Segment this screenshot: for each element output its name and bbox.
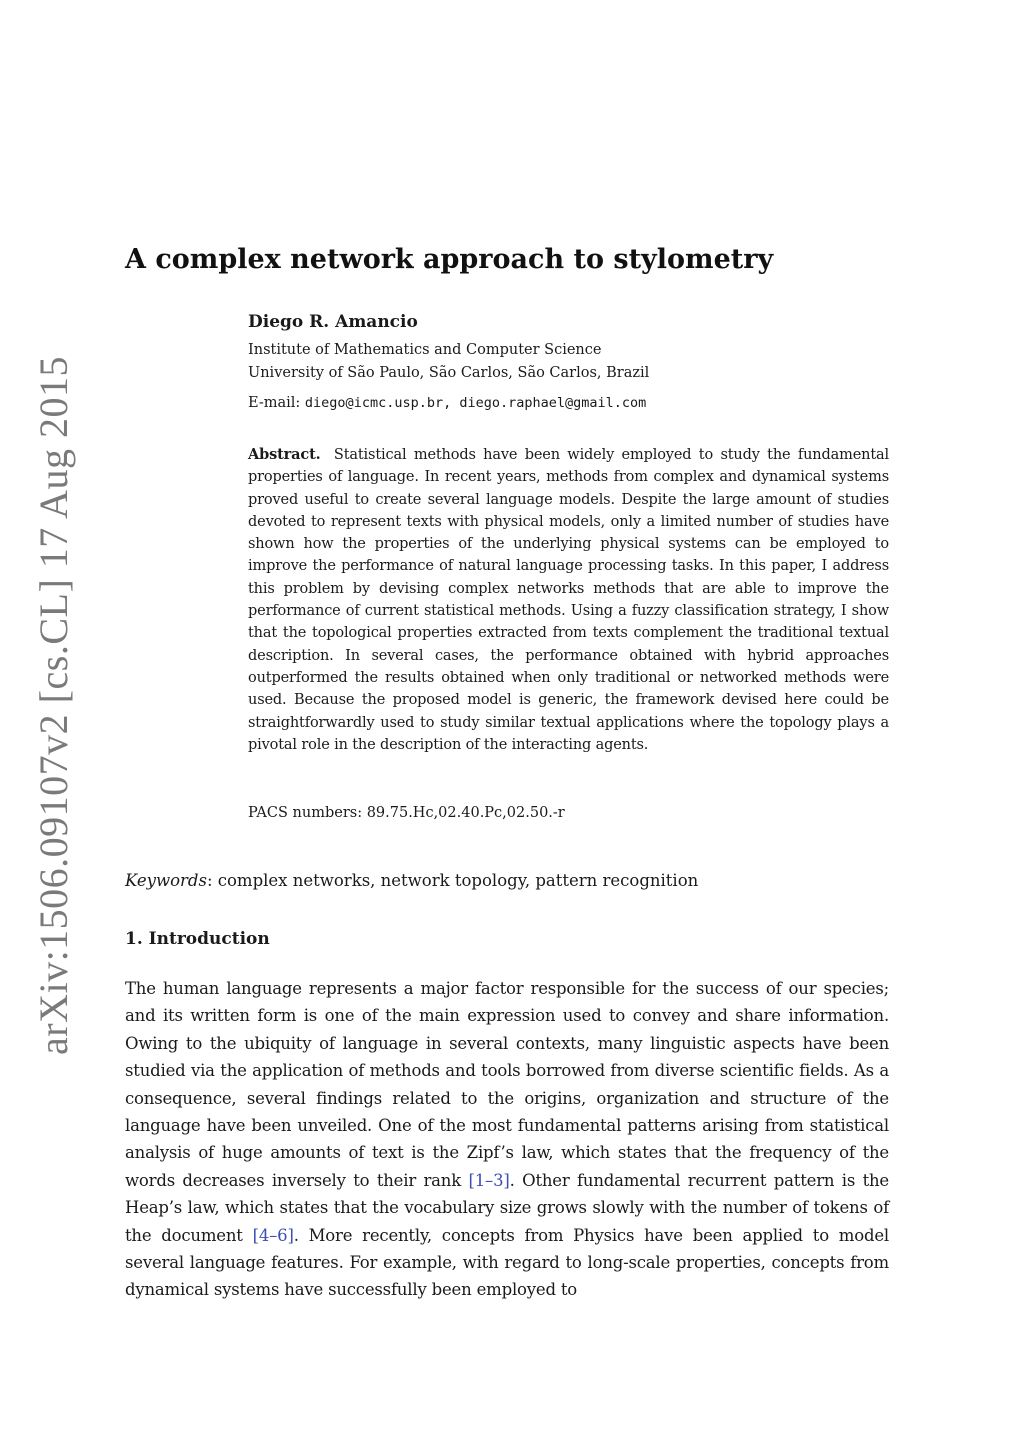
paper-title: A complex network approach to stylometry bbox=[125, 244, 774, 275]
abstract-label: Abstract. bbox=[248, 446, 321, 463]
affiliation-line-1: Institute of Mathematics and Computer Science bbox=[248, 342, 602, 358]
abstract-text: Statistical methods have been widely employed to study the fundamental properties of language. In recent years, methods from complex and dynamical systems proved useful to create several language models. Despite the large amount of studies devoted to represent texts with physical models, only a limited number of studies have shown how the properties of the underlying physical systems can be employed to improve the performance of natural language processing tasks. In this paper, I address this problem by devising complex networks methods that are able to improve the performance of current statistical methods. Using a fuzzy classification strategy, I show that the topological properties extracted from texts complement the traditional textual description. In several cases, the performance obtained with hybrid approaches outperformed the results obtained when only traditional or networked methods were used. Because the proposed model is generic, the framework devised here could be straightforwardly used to study similar textual applications where the topology plays a pivotal role in the description of the interacting agents. bbox=[248, 447, 889, 753]
pacs-numbers: PACS numbers: 89.75.Hc,02.40.Pc,02.50.-r bbox=[248, 805, 565, 821]
citation-link-1-3[interactable]: [1–3] bbox=[468, 1170, 510, 1190]
keywords-text: : complex networks, network topology, pattern recognition bbox=[206, 871, 699, 890]
citation-link-4-6[interactable]: [4–6] bbox=[252, 1225, 294, 1245]
affiliation-line-2: University of São Paulo, São Carlos, São Carlos, Brazil bbox=[248, 365, 650, 381]
keywords-line bbox=[125, 871, 698, 890]
section-heading-introduction: 1. Introduction bbox=[125, 929, 270, 949]
email-line bbox=[248, 395, 888, 411]
author-block bbox=[248, 312, 888, 411]
email-addresses[interactable]: diego@icmc.usp.br, diego.raphael@gmail.com bbox=[304, 395, 647, 411]
arxiv-identifier-stamp: arXiv:1506.09107v2 [cs.CL] 17 Aug 2015 bbox=[31, 356, 76, 1055]
author-name: Diego R. Amancio bbox=[248, 312, 418, 332]
intro-text-part-1: The human language represents a major factor responsible for the success of our species; and its written form is one of the main expression used to convey and share information. Owing to the ubiquity of language in several contexts, many linguistic aspects have been studied via the application of methods and tools borrowed from diverse scientific fields. As a consequence, several findings related to the origins, organization and structure of the language have been unveiled. One of the most fundamental patterns arising from statistical analysis of huge amounts of text is the Zipf’s law, which states that the frequency of the words decreases inversely to their rank bbox=[125, 979, 889, 1190]
intro-text-part-3: . More recently, concepts from Physics have been applied to model several language features. For example, with regard to long-scale properties, concepts from dynamical systems have successfully been employed to bbox=[125, 1225, 889, 1300]
introduction-paragraph bbox=[125, 975, 889, 1304]
keywords-label: Keywords bbox=[125, 871, 207, 890]
email-label: E-mail: bbox=[248, 395, 301, 411]
intro-text-part-2: . Other fundamental recurrent pattern is the Heap’s law, which states that the vocabulary size grows slowly with the number of tokens of the document bbox=[125, 1170, 889, 1245]
abstract bbox=[248, 444, 889, 756]
